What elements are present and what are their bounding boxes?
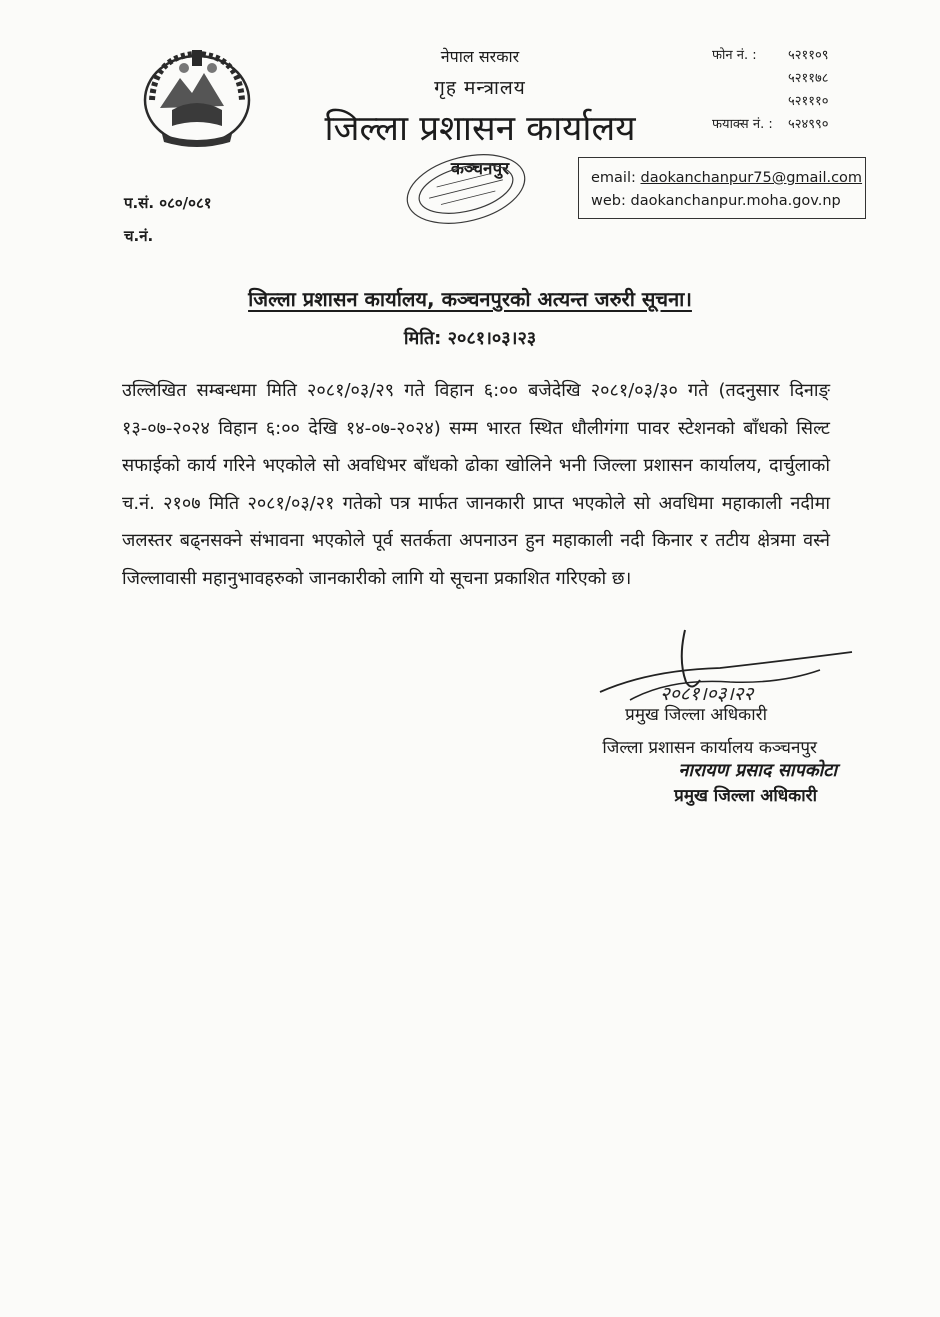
notice-body: उल्लिखित सम्बन्धमा मिति २०८१/०३/२९ गते विहान ६:०० बजेदेखि २०८१/०३/३० गते (तदनुसार दिनाङ् १३-०७-२०२४ विहान ६:०० देखि १४-०७-२०२४) सम्म भारत स्थित धौलीगंगा पावर स्टेशनको बाँधको सिल्ट सफाईको कार्य गरिने भएकोले सो अवधिभर बाँधको ढोका खोलिने भनी जिल्ला प्रशासन कार्यालय, दार्चुलाको च.नं. २१०७ मिति २०८१/०३/२१ गतेको पत्र मार्फत जानकारी प्राप्त भएकोले सो अवधिमा महाकाली नदीमा जलस्तर बढ्नसक्ने संभावना भएकोले पूर्व सतर्कता अपनाउन हुन महाकाली नदी किनार र तटीय क्षेत्रमा वस्ने जिल्लावासी महानुभावहरुको जानकारीको लागि यो सूचना प्रकाशित गरिएको छ। — [122, 380, 830, 589]
notice-title-wrap — [0, 285, 940, 312]
signatory-title: प्रमुख जिल्ला अधिकारी — [674, 786, 817, 806]
signatory-role: प्रमुख जिल्ला अधिकारी — [625, 705, 767, 725]
contact-box — [578, 157, 866, 219]
notice-date: मिति: २०८१।०३।२३ — [403, 328, 537, 349]
phone-number: ५२११७८ — [788, 71, 829, 86]
signatory-name: नारायण प्रसाद सापकोटा — [678, 760, 837, 781]
fax-number: ५२४९९० — [788, 117, 829, 132]
district-name: कञ्चनपुर — [450, 159, 510, 179]
office-stamp-icon — [398, 150, 534, 228]
email-label: email: — [591, 170, 636, 186]
phone-numbers — [712, 44, 868, 136]
phone-number: ५२१११० — [788, 94, 829, 109]
nepal-emblem-icon — [132, 38, 262, 153]
notice-title: जिल्ला प्रशासन कार्यालय, कञ्चनपुरको अत्यन्त जरुरी सूचना। — [248, 287, 692, 311]
phone-number: ५२११०९ — [788, 48, 829, 63]
government-name: नेपाल सरकार — [440, 47, 520, 66]
handwritten-date: २०८१।०३।२२ — [660, 683, 754, 705]
ministry-name: गृह मन्त्रालय — [434, 77, 526, 99]
signatory-office: जिल्ला प्रशासन कार्यालय कञ्चनपुर — [602, 738, 817, 758]
email-link[interactable]: daokanchanpur75@gmail.com — [640, 170, 863, 186]
office-name: जिल्ला प्रशासन कार्यालय — [324, 109, 636, 149]
dispatch-number: च.नं. — [124, 227, 154, 245]
web-link[interactable]: daokanchanpur.moha.gov.np — [630, 193, 841, 209]
fax-label: फयाक्स नं. : — [712, 117, 773, 132]
letter-number: प.सं. ०८०/०८१ — [124, 194, 212, 212]
phone-label: फोन नं. : — [712, 48, 757, 63]
web-label: web: — [591, 193, 626, 209]
